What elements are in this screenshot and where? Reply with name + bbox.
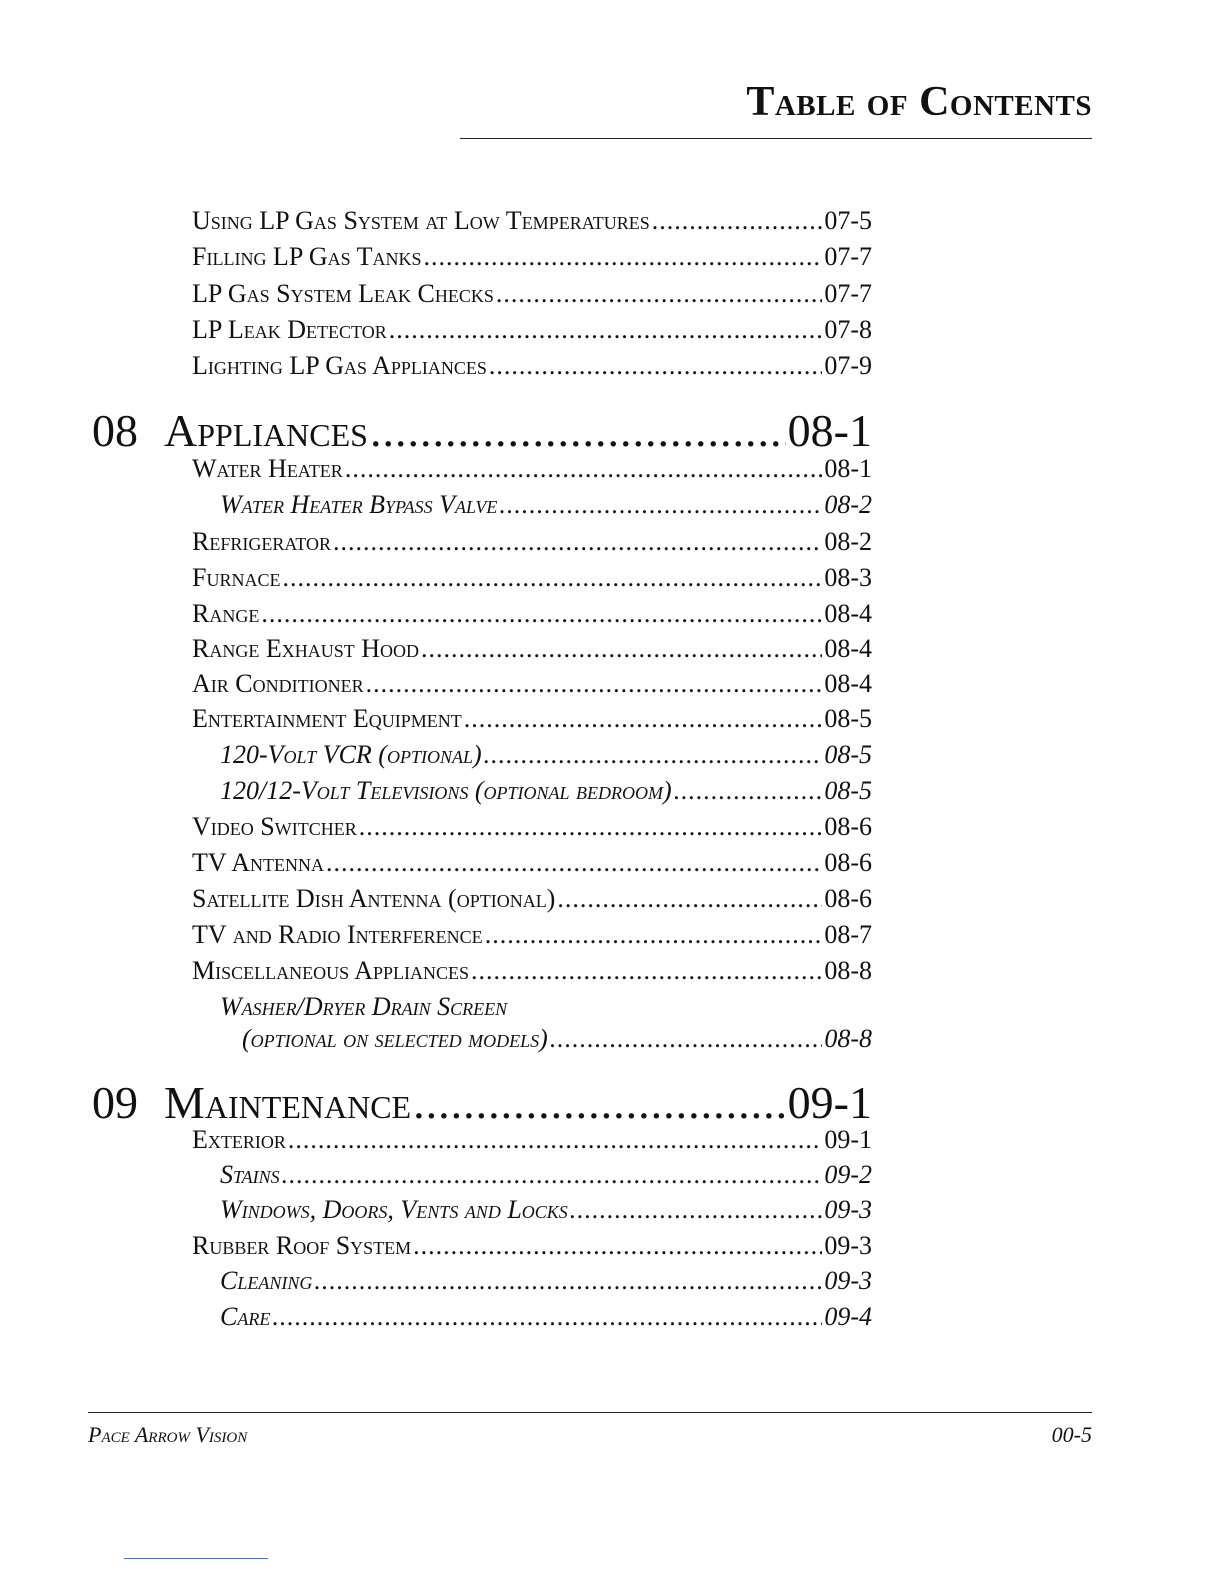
toc-entry[interactable] <box>192 242 872 276</box>
toc-entry-page: 08-7 <box>824 920 872 949</box>
toc-entry-title: Stains <box>220 1160 280 1189</box>
toc-entry[interactable] <box>192 599 872 633</box>
toc-entry-title: Using LP Gas System at Low Temperatures <box>192 206 650 235</box>
section-page: 08-1 <box>787 405 872 456</box>
dot-leader <box>288 1125 822 1155</box>
toc-entry-page: 08-4 <box>824 634 872 663</box>
toc-entry-page: 08-2 <box>824 527 872 556</box>
toc-entry[interactable] <box>192 884 872 918</box>
toc-entry-title: Cleaning <box>220 1266 313 1295</box>
dot-leader <box>424 242 823 272</box>
toc-entry[interactable] <box>192 812 872 846</box>
toc-entry-title: Entertainment Equipment <box>192 704 462 733</box>
toc-subentry[interactable] <box>220 1302 872 1336</box>
toc-entry-page: 09-3 <box>824 1266 872 1295</box>
toc-entry-title: Miscellaneous Appliances <box>192 956 469 985</box>
toc-subentry-title-line1[interactable]: Washer/Dryer Drain Screen <box>220 992 508 1021</box>
section-title: Appliances <box>164 405 368 456</box>
toc-entry-page: 08-5 <box>824 776 872 805</box>
dot-leader <box>471 956 822 986</box>
dot-leader <box>261 599 822 629</box>
toc-subentry[interactable] <box>242 1024 872 1058</box>
toc-entry-title: Air Conditioner <box>192 669 364 698</box>
toc-entry-page: 07-7 <box>824 279 872 308</box>
toc-entry-page: 08-4 <box>824 669 872 698</box>
toc-entry-title: Video Switcher <box>192 812 357 841</box>
toc-entry-page: 07-5 <box>824 206 872 235</box>
toc-entry[interactable] <box>192 454 872 488</box>
toc-entry-page: 09-1 <box>824 1125 872 1154</box>
toc-entry-page: 08-6 <box>824 848 872 877</box>
toc-entry-page: 08-5 <box>824 704 872 733</box>
dot-leader <box>370 404 786 457</box>
section-title: Maintenance <box>164 1077 412 1128</box>
toc-entry-title: Range <box>192 599 260 628</box>
toc-entry-page: 07-7 <box>824 242 872 271</box>
toc-entry-page: 08-6 <box>824 812 872 841</box>
footer-title: Pace Arrow Vision <box>88 1422 248 1447</box>
toc-entry-page: 08-8 <box>824 956 872 985</box>
dot-leader <box>413 1076 786 1129</box>
toc-subentry[interactable] <box>220 776 872 810</box>
toc-entry[interactable] <box>192 634 872 668</box>
toc-entry-title: Refrigerator <box>192 527 332 556</box>
dot-leader <box>314 1266 822 1296</box>
dot-leader <box>570 1195 823 1225</box>
toc-entry-page: 07-9 <box>824 351 872 380</box>
section-number: 09 <box>92 1077 138 1128</box>
dot-leader <box>282 1160 823 1190</box>
toc-entry[interactable] <box>192 1231 872 1265</box>
footer-rule <box>88 1412 1092 1413</box>
toc-subentry[interactable] <box>220 740 872 774</box>
footer-page-number: 00-5 <box>1051 1422 1092 1447</box>
toc-entry[interactable] <box>192 563 872 597</box>
toc-subentry[interactable] <box>220 1266 872 1300</box>
dot-leader <box>282 563 822 593</box>
dot-leader <box>272 1302 822 1332</box>
page-title: Table of Contents <box>746 79 1092 125</box>
toc-entry[interactable] <box>192 279 872 313</box>
toc-entry[interactable] <box>192 315 872 349</box>
dot-leader <box>389 315 823 345</box>
section-page: 09-1 <box>787 1077 872 1128</box>
toc-entry-title: Furnace <box>192 563 281 592</box>
toc-entry-title: LP Gas System Leak Checks <box>192 279 494 308</box>
toc-entry-title: Satellite Dish Antenna (optional) <box>192 884 556 913</box>
toc-subentry[interactable] <box>220 1160 872 1194</box>
bottom-divider <box>124 1558 268 1559</box>
dot-leader <box>484 740 823 770</box>
dot-leader <box>652 206 823 236</box>
toc-entry[interactable] <box>192 848 872 882</box>
toc-entry-page: 08-2 <box>824 490 872 519</box>
toc-entry-title: Water Heater Bypass Valve <box>220 490 498 519</box>
toc-entry-title: Lighting LP Gas Appliances <box>192 351 487 380</box>
dot-leader <box>464 704 823 734</box>
toc-entry[interactable] <box>192 351 872 385</box>
header-rule <box>460 138 1092 139</box>
toc-entry[interactable] <box>192 527 872 561</box>
dot-leader <box>326 848 822 878</box>
toc-entry-page: 08-3 <box>824 563 872 592</box>
dot-leader <box>485 920 823 950</box>
toc-entry-page: 08-4 <box>824 599 872 628</box>
toc-entry-title: Water Heater <box>192 454 343 483</box>
toc-entry-page: 09-3 <box>824 1195 872 1224</box>
toc-entry-title: 120/12-Volt Televisions (optional bedroom) <box>220 776 672 805</box>
dot-leader <box>333 527 822 557</box>
toc-entry-page: 08-5 <box>824 740 872 769</box>
section-number: 08 <box>92 405 138 456</box>
toc-entry-title: 120-Volt VCR (optional) <box>220 740 482 769</box>
dot-leader <box>496 279 822 309</box>
toc-entry-page: 09-4 <box>824 1302 872 1331</box>
toc-entry[interactable] <box>192 920 872 954</box>
dot-leader <box>366 669 823 699</box>
dot-leader <box>557 884 822 914</box>
toc-entry-page: 08-6 <box>824 884 872 913</box>
toc-entry-title: Rubber Roof System <box>192 1231 412 1260</box>
dot-leader <box>345 454 823 484</box>
dot-leader <box>674 776 823 806</box>
toc-entry[interactable] <box>192 956 872 990</box>
toc-entry-title: Filling LP Gas Tanks <box>192 242 422 271</box>
dot-leader <box>489 351 822 381</box>
dot-leader <box>499 490 822 520</box>
dot-leader <box>359 812 823 842</box>
toc-entry-page: 09-3 <box>824 1231 872 1260</box>
toc-entry-title: Range Exhaust Hood <box>192 634 419 663</box>
toc-entry-page: 08-8 <box>824 1024 872 1053</box>
toc-entry-title: TV Antenna <box>192 848 325 877</box>
dot-leader <box>421 634 822 664</box>
toc-subentry[interactable] <box>220 1195 872 1229</box>
toc-entry-title: LP Leak Detector <box>192 315 387 344</box>
dot-leader <box>550 1024 822 1054</box>
toc-subentry[interactable] <box>220 490 872 524</box>
toc-entry-page: 08-1 <box>824 454 872 483</box>
toc-entry[interactable] <box>192 1125 872 1159</box>
toc-entry-title: Care <box>220 1302 271 1331</box>
toc-entry[interactable] <box>192 669 872 703</box>
dot-leader <box>413 1231 822 1261</box>
toc-entry-page: 09-2 <box>824 1160 872 1189</box>
toc-entry-title: TV and Radio Interference <box>192 920 483 949</box>
toc-entry[interactable] <box>192 206 872 240</box>
toc-entry-title: Windows, Doors, Vents and Locks <box>220 1195 568 1224</box>
toc-entry-page: 07-8 <box>824 315 872 344</box>
toc-entry-title: (optional on selected models) <box>242 1024 548 1053</box>
toc-entry-title: Exterior <box>192 1125 286 1154</box>
toc-entry[interactable] <box>192 704 872 738</box>
